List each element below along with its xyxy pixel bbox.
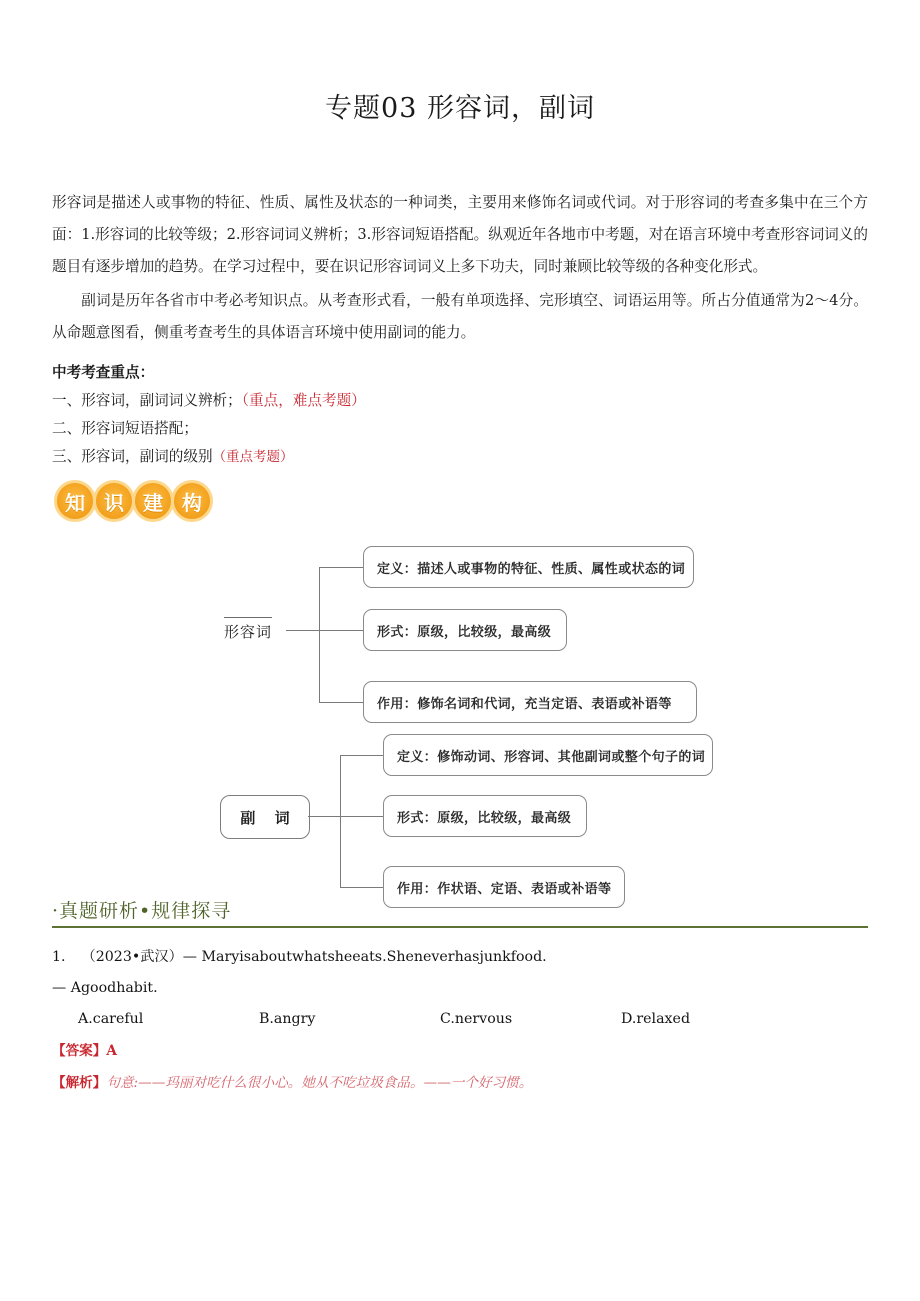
- key-point-item-1-note: （重点，难点考题）: [241, 392, 366, 409]
- mindmap-branch-2-2: [340, 816, 383, 817]
- mindmap-node-adj-definition: 定义：描述人或事物的特征、性质、属性或状态的词: [363, 546, 694, 588]
- intro-section: [52, 187, 868, 349]
- mindmap-node-adv-definition: 定义：修饰动词、形容词、其他副词或整个句子的词: [383, 734, 713, 776]
- question-stem: — Maryisaboutwhatsheeats.Sheneverhasjunkfood.: [182, 949, 547, 965]
- key-points-heading: 中考考查重点：: [52, 364, 155, 381]
- mindmap-root-connector-2: [308, 816, 340, 817]
- intro-paragraph-1: 形容词是描述人或事物的特征、性质、属性及状态的一种词类，主要用来修饰名词或代词。对于形容词的考查多集中在三个方面：1.形容词的比较等级；2.形容词词义辨析；3.形容词短语搭配。纵观近年各地市中考题，对在语言环境中考查形容词词义的题目有逐步增加的趋势。在学习过程中，要在识记形容词词义上多下功夫，同时兼顾比较等级的各种变化形式。: [52, 194, 868, 275]
- key-point-item-3-note: （重点考题）: [212, 449, 294, 465]
- knowledge-structure-badge: [54, 479, 868, 523]
- question-reply-line: — Agoodhabit.: [52, 980, 158, 996]
- question-stem-line: [52, 942, 868, 973]
- mindmap-root-adjective: 形容词: [224, 617, 272, 642]
- mindmap-root-connector-1: [286, 630, 320, 631]
- key-point-item-1: [52, 387, 868, 415]
- question-block-1: [52, 942, 868, 1099]
- key-point-item-2: 二、形容词短语搭配；: [52, 420, 198, 437]
- explanation-line: [52, 1067, 868, 1099]
- badge-coin-3: 建: [132, 480, 174, 522]
- option-d[interactable]: D.relaxed: [621, 1011, 691, 1027]
- question-options: [52, 1004, 868, 1035]
- explanation-text: 句意:——玛丽对吃什么很小心。她从不吃垃圾食品。——一个好习惯。: [106, 1075, 533, 1091]
- mindmap-branch-1-1: [319, 567, 363, 568]
- mindmap-node-adv-function: 作用：作状语、定语、表语或补语等: [383, 866, 625, 908]
- badge-coin-1: 知: [54, 480, 96, 522]
- key-point-item-1-text: 一、形容词，副词词义辨析；: [52, 392, 242, 409]
- explanation-tag: 【解析】: [52, 1075, 107, 1091]
- page-title: 专题03 形容词，副词: [325, 93, 595, 124]
- mindmap-branch-2-3: [340, 887, 383, 888]
- section-header-real-questions: ·真题研析•规律探寻: [52, 896, 868, 928]
- option-b[interactable]: B.angry: [259, 1011, 316, 1027]
- answer-line: [52, 1035, 868, 1067]
- option-a[interactable]: A.careful: [78, 1011, 144, 1027]
- mindmap-branch-2-1: [340, 755, 383, 756]
- answer-tag: 【答案】: [52, 1043, 107, 1059]
- key-point-item-3-text: 三、形容词，副词的级别: [52, 448, 213, 465]
- answer-value: A: [106, 1043, 117, 1059]
- mindmap-root-adverb: 副 词: [220, 795, 310, 839]
- intro-paragraph-2: 副词是历年各省市中考必考知识点。从考查形式看，一般有单项选择、完形填空、词语运用等。所占分值通常为2～4分。从命题意图看，侧重考查考生的具体语言环境中使用副词的能力。: [52, 292, 868, 341]
- mindmap-node-adv-forms: 形式：原级，比较级，最高级: [383, 795, 587, 837]
- question-source: （2023•武汉）: [81, 949, 183, 965]
- key-points-section: [52, 359, 868, 471]
- mindmap-branch-1-3: [319, 702, 363, 703]
- badge-coin-2: 识: [93, 480, 135, 522]
- mindmap-node-adj-function: 作用：修饰名词和代词，充当定语、表语或补语等: [363, 681, 697, 723]
- option-c[interactable]: C.nervous: [440, 1011, 513, 1027]
- badge-coin-4: 构: [171, 480, 213, 522]
- mindmap-diagram: [52, 545, 872, 897]
- mindmap-node-adj-forms: 形式：原级，比较级，最高级: [363, 609, 567, 651]
- mindmap-branch-1-2: [319, 630, 363, 631]
- mindmap-spine-2: [340, 755, 341, 887]
- key-point-item-3: [52, 443, 868, 471]
- mindmap-spine-1: [319, 567, 320, 702]
- question-number: 1.: [52, 949, 66, 965]
